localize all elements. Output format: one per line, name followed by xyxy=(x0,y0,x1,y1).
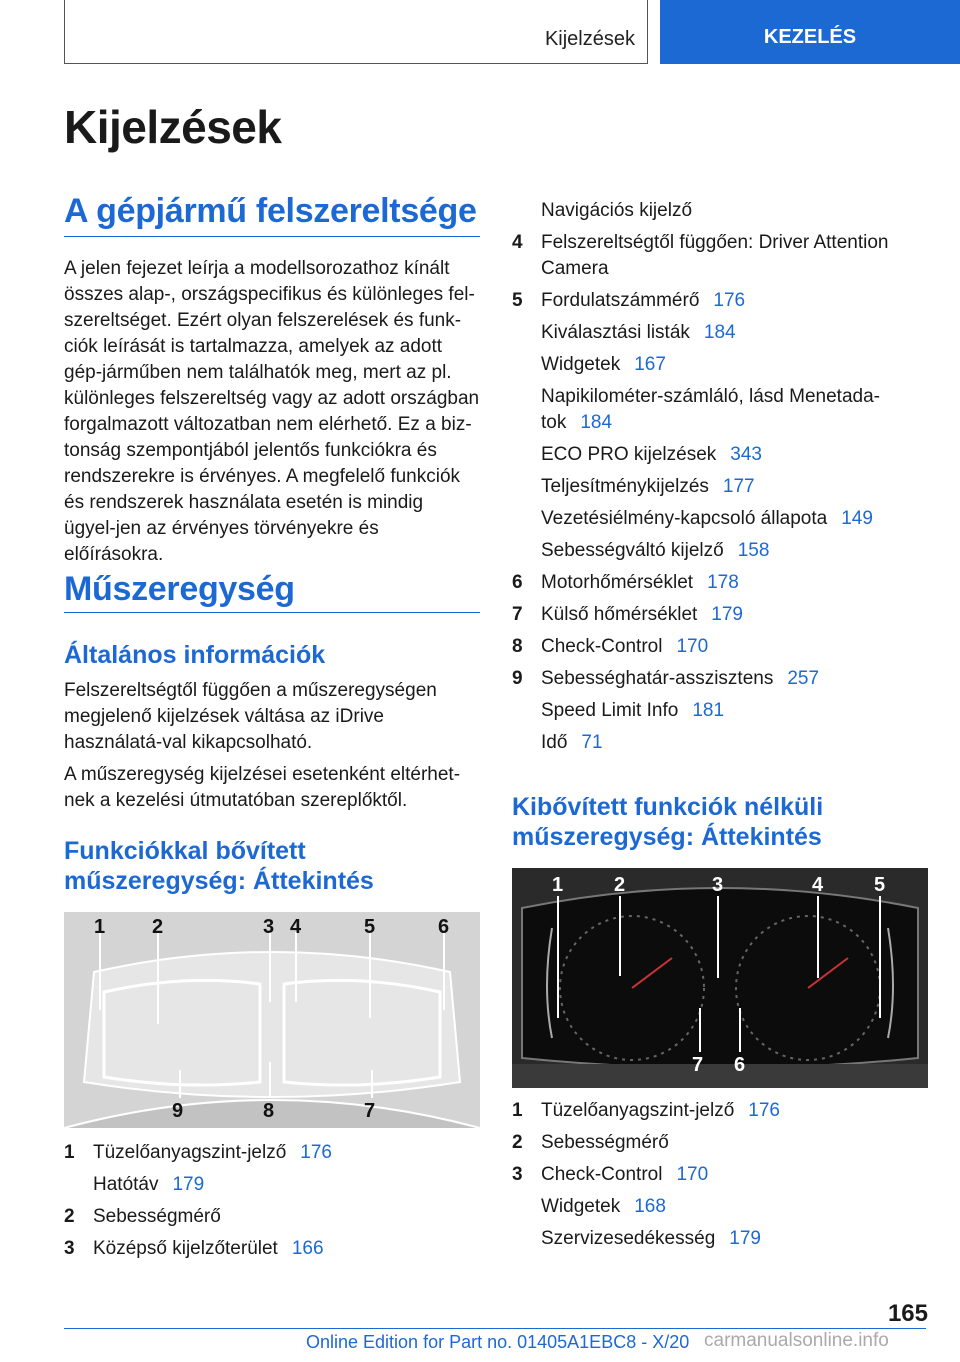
page-reference-link[interactable]: 167 xyxy=(634,354,666,375)
legend-item: Speed Limit Info 181 xyxy=(541,700,725,721)
heading-basic-overview: Kibővített funkciók nélküli műszeregység: Áttekintés xyxy=(512,793,824,851)
page-reference-link[interactable]: 181 xyxy=(692,700,725,721)
page-reference-link[interactable]: 178 xyxy=(707,572,739,593)
legend-item: 3 Check-Control 170 xyxy=(512,1164,709,1185)
figure-callout: 3 xyxy=(712,874,724,896)
cluster-illustration xyxy=(64,912,480,1128)
legend-item: 2 Sebességmérő xyxy=(512,1132,669,1153)
page-reference-link[interactable]: 179 xyxy=(729,1228,761,1249)
legend-item: 1 Tüzelőanyagszint-jelző 176 xyxy=(64,1142,332,1163)
heading-equipment: A gépjármű felszereltsége xyxy=(64,192,477,230)
instrument-cluster-figure-extended xyxy=(64,912,480,1128)
legend-item: 9 Sebességhatár-asszisztens 257 xyxy=(512,668,820,689)
legend-item: Widgetek 167 xyxy=(541,354,666,375)
legend-item: 5 Fordulatszámmérő 176 xyxy=(512,290,746,311)
legend-item: ECO PRO kijelzések 343 xyxy=(541,444,762,465)
legend-list-left xyxy=(64,1140,480,1268)
page-reference-link[interactable]: 176 xyxy=(300,1142,332,1163)
cluster-illustration xyxy=(512,868,928,1088)
page-reference-link[interactable]: 179 xyxy=(172,1174,205,1195)
legend-item: 2 Sebességmérő xyxy=(64,1206,221,1227)
figure-callout: 2 xyxy=(614,874,626,896)
legend-item: Szervizesedékesség 179 xyxy=(541,1228,761,1249)
page-number: 165 xyxy=(887,1300,928,1327)
legend-item: Idő 71 xyxy=(541,732,603,753)
page-reference-link[interactable]: 343 xyxy=(730,444,762,465)
heading-general-info: Általános információk xyxy=(64,641,326,669)
page-reference-link[interactable]: 176 xyxy=(748,1100,780,1121)
figure-callout: 1 xyxy=(552,874,564,896)
general-paragraph-1: Felszereltségtől függően a műszeregységen megjelenő kijelzések váltása az iDrive használatá-val kikapcsolható. xyxy=(64,680,437,753)
watermark: carmanualsonline.info xyxy=(704,1330,889,1351)
legend-list-right xyxy=(512,198,928,762)
page-reference-link[interactable]: 170 xyxy=(676,636,709,657)
page-reference-link[interactable]: 184 xyxy=(703,322,736,343)
page-reference-link[interactable]: 149 xyxy=(841,508,873,529)
page-title: Kijelzések xyxy=(64,101,282,153)
figure-callout: 4 xyxy=(812,874,824,896)
footer-edition-text: Online Edition for Part no. 01405A1EBC8 - X/20 xyxy=(306,1332,690,1352)
figure-callout: 6 xyxy=(734,1054,746,1076)
general-paragraph-2: A műszeregység kijelzései esetenként eltérhet-nek a kezelési útmutatóban szereplőktől. xyxy=(64,764,461,811)
figure-callout: 6 xyxy=(438,916,450,938)
page-reference-link[interactable]: 184 xyxy=(580,412,613,433)
page-reference-link[interactable]: 257 xyxy=(787,668,820,689)
header-section-title: Kijelzések xyxy=(544,28,635,50)
page-reference-link[interactable]: 177 xyxy=(722,476,755,497)
page-reference-link[interactable]: 158 xyxy=(737,540,770,561)
legend-list-right-basic xyxy=(512,1098,928,1258)
figure-callout: 9 xyxy=(172,1100,184,1122)
figure-callout: 3 xyxy=(263,916,275,938)
legend-item: 6 Motorhőmérséklet 178 xyxy=(512,572,739,593)
legend-item: Napikilométer-számláló, lásd Menetada-tok 184 xyxy=(541,386,880,433)
legend-item: Kiválasztási listák 184 xyxy=(541,322,736,343)
figure-callout: 7 xyxy=(364,1100,376,1122)
page-reference-link[interactable]: 168 xyxy=(634,1196,666,1217)
heading-rule xyxy=(64,236,480,237)
legend-item: Teljesítménykijelzés 177 xyxy=(541,476,755,497)
figure-callout: 5 xyxy=(874,874,886,896)
legend-item: Hatótáv 179 xyxy=(93,1174,205,1195)
legend-item: 8 Check-Control 170 xyxy=(512,636,709,657)
footer-rule xyxy=(64,1328,926,1329)
legend-item: Widgetek 168 xyxy=(541,1196,666,1217)
figure-callout: 7 xyxy=(692,1054,704,1076)
page-reference-link[interactable]: 170 xyxy=(676,1164,709,1185)
legend-item: 4 Felszereltségtől függően: Driver Attention Camera xyxy=(512,232,889,279)
legend-item: Vezetésiélmény-kapcsoló állapota 149 xyxy=(541,508,873,529)
legend-item: 3 Középső kijelzőterület 166 xyxy=(64,1238,324,1259)
figure-callout: 2 xyxy=(152,916,164,938)
legend-item: Navigációs kijelző xyxy=(541,200,693,221)
figure-callout: 1 xyxy=(94,916,106,938)
instrument-cluster-figure-basic xyxy=(512,868,928,1088)
legend-item: 1 Tüzelőanyagszint-jelző 176 xyxy=(512,1100,780,1121)
figure-callout: 8 xyxy=(263,1100,275,1122)
heading-cluster: Műszeregység xyxy=(64,570,295,608)
page-reference-link[interactable]: 71 xyxy=(581,732,603,753)
figure-callout: 4 xyxy=(290,916,302,938)
legend-item: 7 Külső hőmérséklet 179 xyxy=(512,604,743,625)
equipment-paragraph: A jelen fejezet leírja a modellsorozathoz kínált összes alap-, országspecifikus és különleges fel-szereltséget. Ezért olyan felszerelések és funk-ciók leírását is tartalmazza, amelyek az adott gép-járműben nem találhatók meg, mert az pl. különleges felszereltség vagy az adott országban forgalmazott változatban nem elérhető. Ez a biz-tonság szempontjából jelentős funkciókra és rendszerekre is érvényes. A megfelelő funkciók és rendszerek használata esetén is mindig ügyel-jen az érvényes törvényekre és előírásokra. xyxy=(64,258,480,565)
header-chapter-tab[interactable]: KEZELÉS xyxy=(660,0,960,64)
heading-extended-overview: Funkciókkal bővített műszeregység: Áttekintés xyxy=(64,837,374,895)
heading-rule xyxy=(64,612,480,613)
page-reference-link[interactable]: 176 xyxy=(713,290,746,311)
legend-item: Sebességváltó kijelző 158 xyxy=(541,540,770,561)
page-reference-link[interactable]: 179 xyxy=(711,604,743,625)
figure-callout: 5 xyxy=(364,916,376,938)
page-reference-link[interactable]: 166 xyxy=(291,1238,324,1259)
